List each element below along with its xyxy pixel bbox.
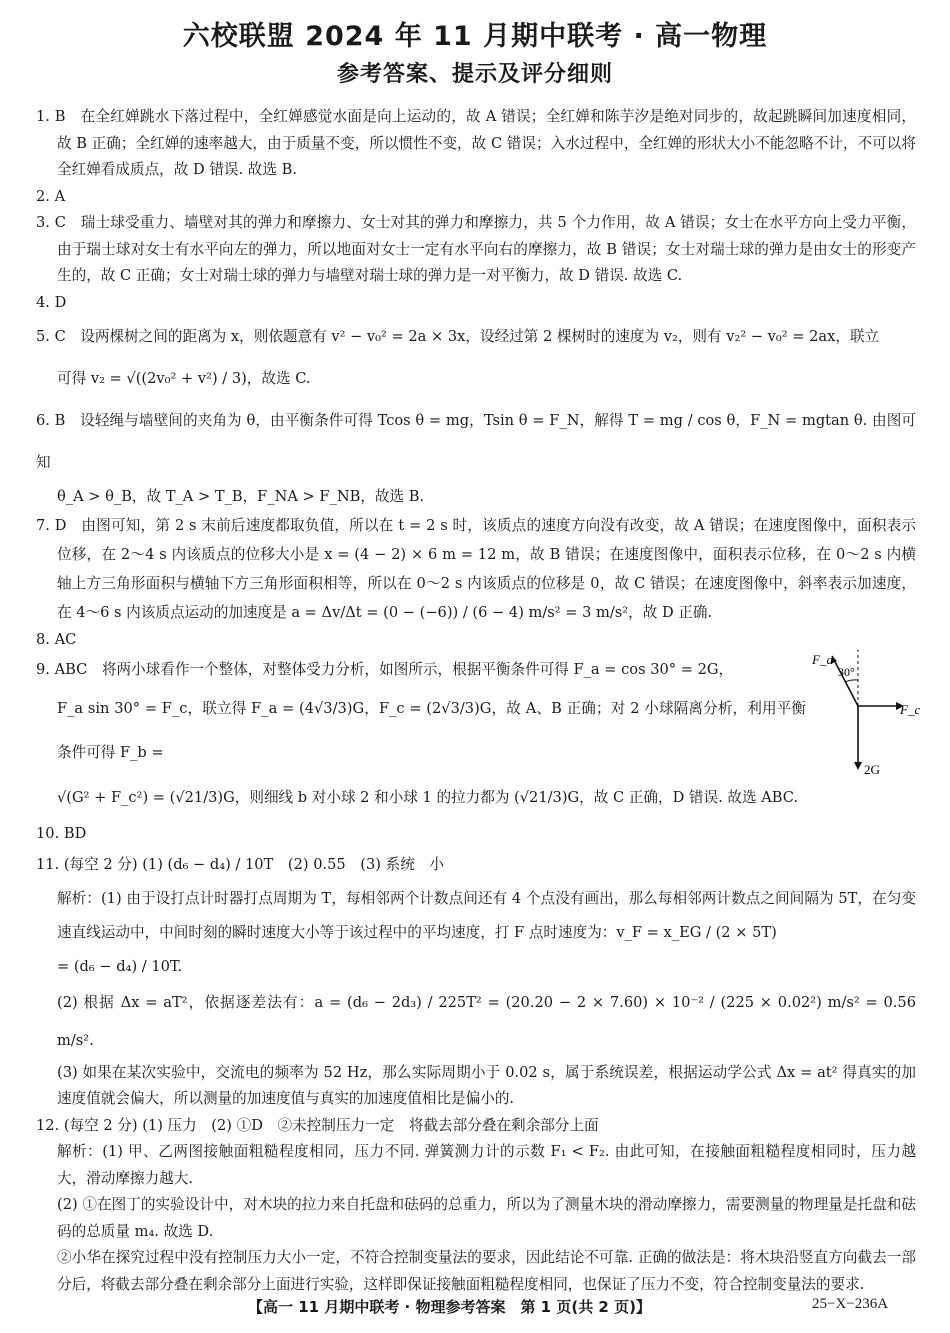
answer-5-line-1: 5. C 设两棵树之间的距离为 x，则依题意有 v² − v₀² = 2a × 3x，设经过第 2 棵树时的速度为 v₂，则有 v₂² − v₀² = 2ax，联立 xyxy=(36,328,880,345)
answer-6-line-2: θ_A > θ_B，故 T_A > T_B，F_NA > F_NB，故选 B. xyxy=(57,488,425,505)
answer-11-explain-1: 解析：(1) 由于设打点计时器打点周期为 T，每相邻两个计数点间还有 4 个点没有画出，那么每相邻两计数点之间间隔为 5T，在匀变速直线运动中，中间时刻的瞬时速度大小等于该过程中的平均速度，打 F 点时速度为：v_F = x_EG / (2 × 5T) xyxy=(57,889,916,941)
answer-12-explain-1: 解析：(1) 甲、乙两图接触面粗糙程度相同，压力不同. 弹簧测力计的示数 F₁ < F₂. 由此可知，在接触面粗糙程度相同时，压力越大，滑动摩擦力越大. xyxy=(57,1143,916,1187)
answer-3: 3. C 瑞士球受重力、墙壁对其的弹力和摩擦力、女士对其的弹力和摩擦力，共 5 个力作用，故 A 错误；女士在水平方向上受力平衡，由于瑞士球对女士有水平向左的弹力，所以地面对女士一定有水平向右的摩擦力，故 B 错误；女士对瑞士球的弹力是由女士的形变产生的，故 C 正确；女士对瑞士球的弹力与墙壁对瑞士球的弹力是一对平衡力，故 D 错误. 故选 C. xyxy=(36,214,916,284)
answer-12: 12. (每空 2 分) (1) 压力 (2) ①D ②未控制压力一定 将截去部分叠在剩余部分上面 xyxy=(36,1116,599,1134)
answer-5-line-2: 可得 v₂ = √((2v₀² + v²) / 3)，故选 C. xyxy=(57,370,311,387)
answer-9-line-1: 9. ABC 将两小球看作一个整体，对整体受力分析，如图所示，根据平衡条件可得 F_a = cos 30° = 2G， xyxy=(36,661,734,678)
answer-8: 8. AC xyxy=(36,630,77,648)
label-angle: 30° xyxy=(838,665,855,679)
answer-2: 2. A xyxy=(36,187,66,205)
page-title: 六校联盟 2024 年 11 月期中联考 · 高一物理 xyxy=(182,21,768,52)
answer-9 xyxy=(36,653,806,821)
answer-11-explain-4: (3) 如果在某次实验中，交流电的频率为 52 Hz，那么实际周期小于 0.02 s，属于系统误差，根据运动学公式 Δx = at² 得真实的加速度值就会偏大，所以测量的加速度值与真实的加速度值相比是偏小的. xyxy=(57,1063,916,1107)
footer-code: 25−X−236A xyxy=(812,1296,889,1312)
label-fc: F_c xyxy=(900,702,920,717)
answer-9-line-2: F_a sin 30° = F_c，联立得 F_a = (4√3/3)G，F_c = (2√3/3)G，故 A、B 正确；对 2 小球隔离分析，利用平衡条件可得 F_b = xyxy=(57,700,806,761)
answer-7: 7. D 由图可知，第 2 s 末前后速度都取负值，所以在 t = 2 s 时，该质点的速度方向没有改变，故 A 错误；在速度图像中，面积表示位移，在 2～4 s 内该质点的位移大小是 x = (4 − 2) × 6 m = 12 m，故 B 错误；在速度图像中，面积表示位移，在 0～2 s 内横轴上方三角形面积与横轴下方三角形面积相等，所以在 0～2 s 内该质点的位移是 0，故 C 错误；在速度图像中，斜率表示加速度，在 4～6 s 内该质点运动的加速度是 a = Δv/Δt = (0 − (−6)) / (6 − 4) m/s² = 3 m/s²，故 D 正确. xyxy=(36,516,916,621)
label-2g: 2G xyxy=(864,762,880,777)
answer-12-explain-2: (2) ①在图丁的实验设计中，对木块的拉力来自托盘和砝码的总重力，所以为了测量木块的滑动摩擦力，需要测量的物理量是托盘和砝码的总质量 m₄. 故选 D. xyxy=(57,1196,916,1240)
page-subtitle: 参考答案、提示及评分细则 xyxy=(336,62,613,87)
answer-12-explain-3: ②小华在探究过程中没有控制压力大小一定，不符合控制变量法的要求，因此结论不可靠. 正确的做法是：将木块沿竖直方向截去一部分后，将截去部分叠在剩余部分上面进行实验，这样即保证接触面粗糙程度相同，也保证了压力不变，符合控制变量法的要求. xyxy=(57,1249,916,1293)
answer-11-explain-2: = (d₆ − d₄) / 10T. xyxy=(57,957,183,975)
force-fa-arrow xyxy=(832,656,858,706)
force-diagram xyxy=(810,648,920,778)
answer-4: 4. D xyxy=(36,293,67,311)
force-2g-arrowhead xyxy=(854,762,862,770)
answer-11-explain-3: (2) 根据 Δx = aT²，依据逐差法有：a = (d₆ − 2d₃) / 225T² = (20.20 − 2 × 7.60) × 10⁻² / (225 × 0.02²) m/s² = 0.56 m/s². xyxy=(57,993,916,1049)
footer-title: 【高一 11 月期中联考 · 物理参考答案 第 1 页(共 2 页)】 xyxy=(248,1298,651,1316)
label-fa: F_a xyxy=(812,652,833,667)
answer-11: 11. (每空 2 分) (1) (d₆ − d₄) / 10T (2) 0.55 (3) 系统 小 xyxy=(36,855,444,873)
answer-9-line-3: √(G² + F_c²) = (√21/3)G，则细线 b 对小球 2 和小球 1 的拉力都为 (√21/3)G，故 C 正确，D 错误. 故选 ABC. xyxy=(57,789,799,806)
answer-6-line-1: 6. B 设轻绳与墙壁间的夹角为 θ，由平衡条件可得 Tcos θ = mg，Tsin θ = F_N，解得 T = mg / cos θ，F_N = mgtan θ. 由图可知 xyxy=(36,412,916,471)
answers-body xyxy=(36,104,916,1298)
angle-arc xyxy=(845,680,858,682)
answer-1: 1. B 在全红婵跳水下落过程中，全红婵感觉水面是向上运动的，故 A 错误；全红婵和陈芋汐是绝对同步的，故起跳瞬间加速度相同，故 B 正确；全红婵的速率越大，由于质量不变，所以惯性不变，故 C 错误；入水过程中，全红婵的形状大小不能忽略不计，不可以将全红婵看成质点，故 D 错误. 故选 B. xyxy=(36,108,916,178)
answer-10: 10. BD xyxy=(36,825,87,842)
